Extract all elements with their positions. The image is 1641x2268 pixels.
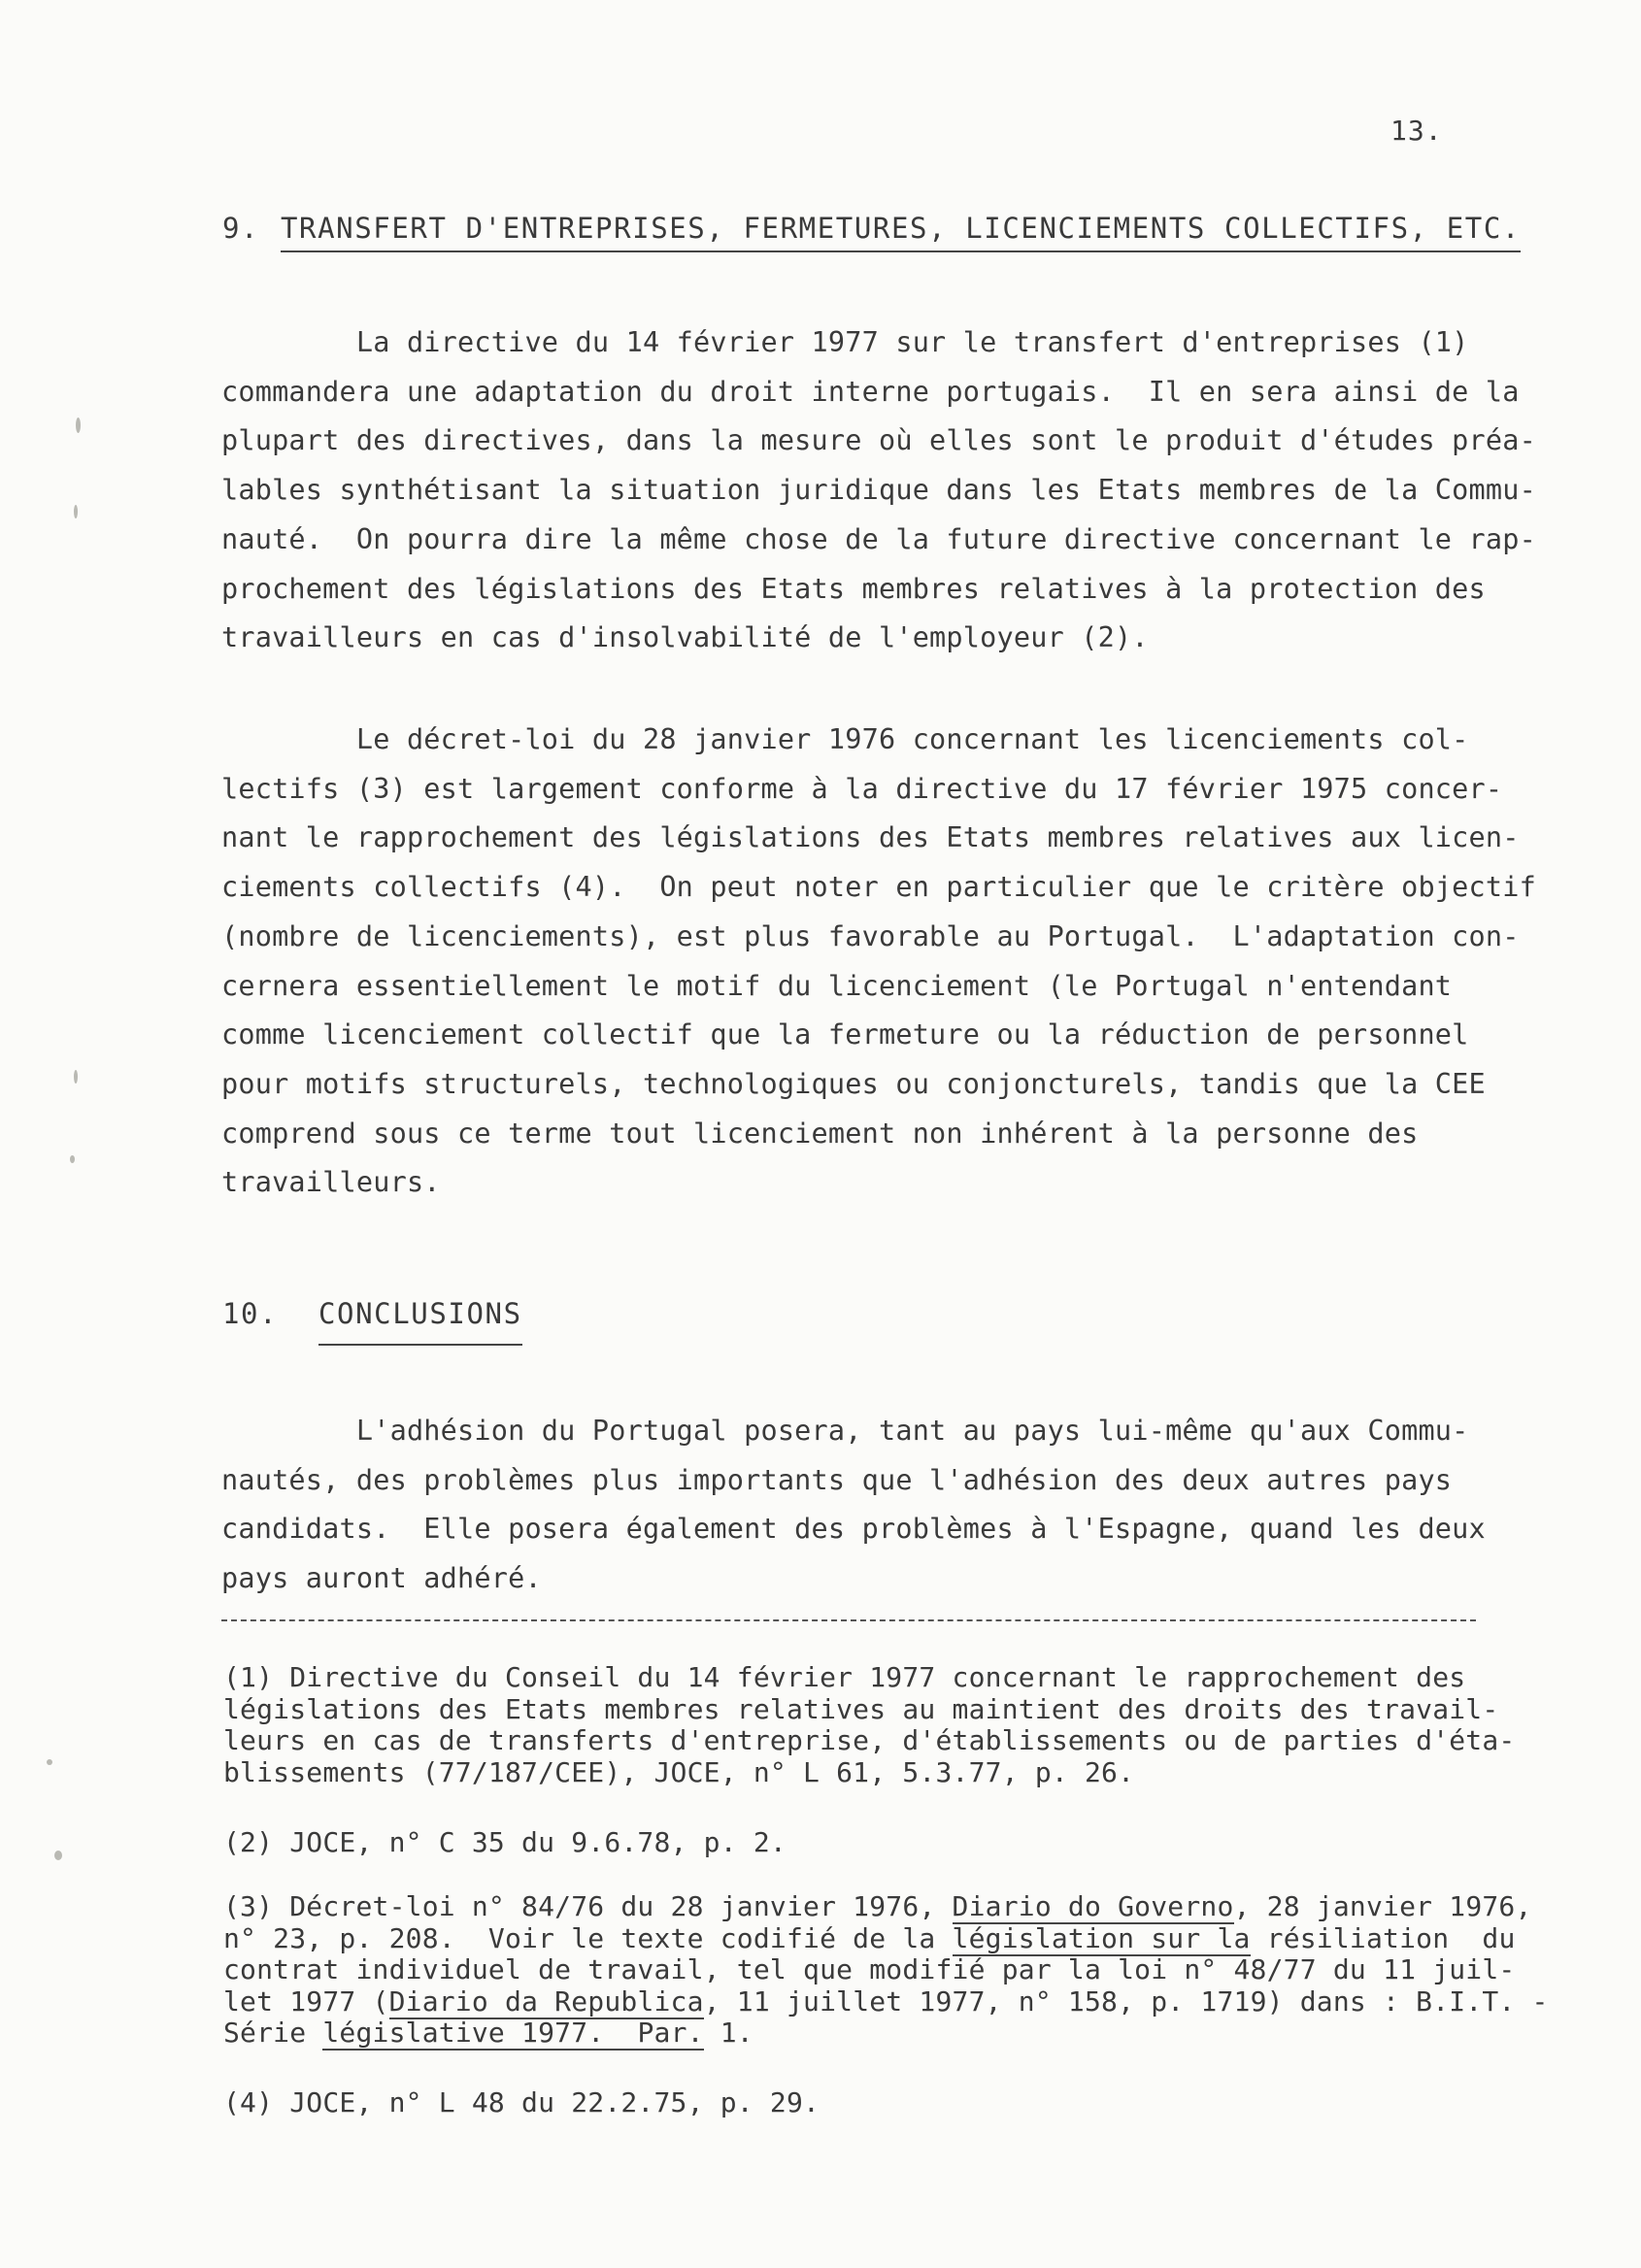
scan-speck xyxy=(74,505,78,518)
section-10-paragraph-1: L'adhésion du Portugal posera, tant au pays lui-même qu'aux Commu- nautés, des problèmes plus importants que l'adhésion des deux autres pays candidats. Elle posera également des problèmes à l'Espagne, quand les deux pays auront adhéré. xyxy=(221,1415,1486,1595)
section-9-paragraph-2: Le décret-loi du 28 janvier 1976 concernant les licenciements col- lectifs (3) est largement conforme à la directive du 17 février 1975 concer- nant le rapprochement des législations des Etats membres relatives aux licen- ciements collectifs (4). On peut noter en particulier que le critère objectif (nombre de licenciements), est plus favorable au Portugal. L'adaptation con- cernera essentiellement le motif du licenciement (le Portugal n'entendant comme licenciement collectif que la fermeture ou la réduction de personnel pour motifs structurels, technologiques ou conjoncturels, tandis que la CEE comprend sous ce terme tout licenciement non inhérent à la personne des travailleurs. xyxy=(221,723,1536,1199)
footnote-separator xyxy=(221,1619,1476,1621)
footnote-3-underlined-source: Diario da Republica xyxy=(388,1984,704,2018)
page-number: 13. xyxy=(1390,115,1443,147)
footnote-3-text: 1. xyxy=(703,2017,754,2049)
scan-speck xyxy=(74,1070,78,1084)
footnote-3-text: contrat individuel de travail, tel que modifié par la loi n° 48/77 du 11 juil- xyxy=(223,1953,1516,1985)
section-9-number: 9. xyxy=(222,212,260,245)
section-9-heading xyxy=(222,212,1521,252)
footnote-3-underlined-source: législative 1977. Par. xyxy=(322,2017,704,2049)
footnote-3-text: n° 23, p. 208. Voir le texte codifié de la xyxy=(223,1921,953,1954)
scan-speck xyxy=(76,417,81,433)
section-10-number: 10. xyxy=(222,1297,279,1330)
section-9-paragraph-1: La directive du 14 février 1977 sur le transfert d'entreprises (1) commandera une adaptation du droit interne portugais. Il en sera ainsi de la plupart des directives, dans la mesure où elles sont le produit d'études préa- lables synthétisant la situation juridique dans les Etats membres de la Commu- nauté. On pourra dire la même chose de la future directive concernant le rap- prochement des législations des Etats membres relatives à la protection des travailleurs en cas d'insolvabilité de l'employeur (2). xyxy=(221,326,1536,654)
footnote-3 xyxy=(223,1891,1549,2050)
footnote-3-text: (3) Décret-loi n° 84/76 du 28 janvier 1976, xyxy=(223,1890,953,1922)
footnote-3-underlined-source: législation sur la xyxy=(952,1921,1251,1954)
footnote-3-text: , 28 janvier 1976, xyxy=(1233,1890,1532,1922)
scan-speck xyxy=(54,1851,62,1860)
section-9-title: TRANSFERT D'ENTREPRISES, FERMETURES, LICENCIEMENTS COLLECTIFS, ETC. xyxy=(281,212,1521,252)
footnote-3-text: , 11 juillet 1977, n° 158, p. 1719) dans : B.I.T. - xyxy=(703,1984,1549,2018)
scan-speck xyxy=(70,1155,75,1163)
footnote-3-underlined-source: Diario do Governo xyxy=(952,1890,1234,1922)
footnote-3-text: let 1977 ( xyxy=(223,1984,389,2018)
footnote-4: (4) JOCE, n° L 48 du 22.2.75, p. 29. xyxy=(223,2086,820,2118)
footnote-1: (1) Directive du Conseil du 14 février 1977 concernant le rapprochement des législations des Etats membres relatives au maintient des droits des travail- leurs en cas de transferts d'entreprise, d'établissements ou de parties d'éta- blissements (77/187/CEE), JOCE, n° L 61, 5.3.77, p. 26. xyxy=(223,1661,1516,1788)
footnote-2: (2) JOCE, n° C 35 du 9.6.78, p. 2. xyxy=(223,1826,787,1858)
section-10-title: CONCLUSIONS xyxy=(318,1297,522,1346)
footnote-3-text: résiliation du xyxy=(1250,1921,1516,1954)
section-10-heading xyxy=(222,1297,522,1346)
scan-speck xyxy=(47,1759,52,1765)
footnote-3-text: Série xyxy=(223,2017,323,2049)
